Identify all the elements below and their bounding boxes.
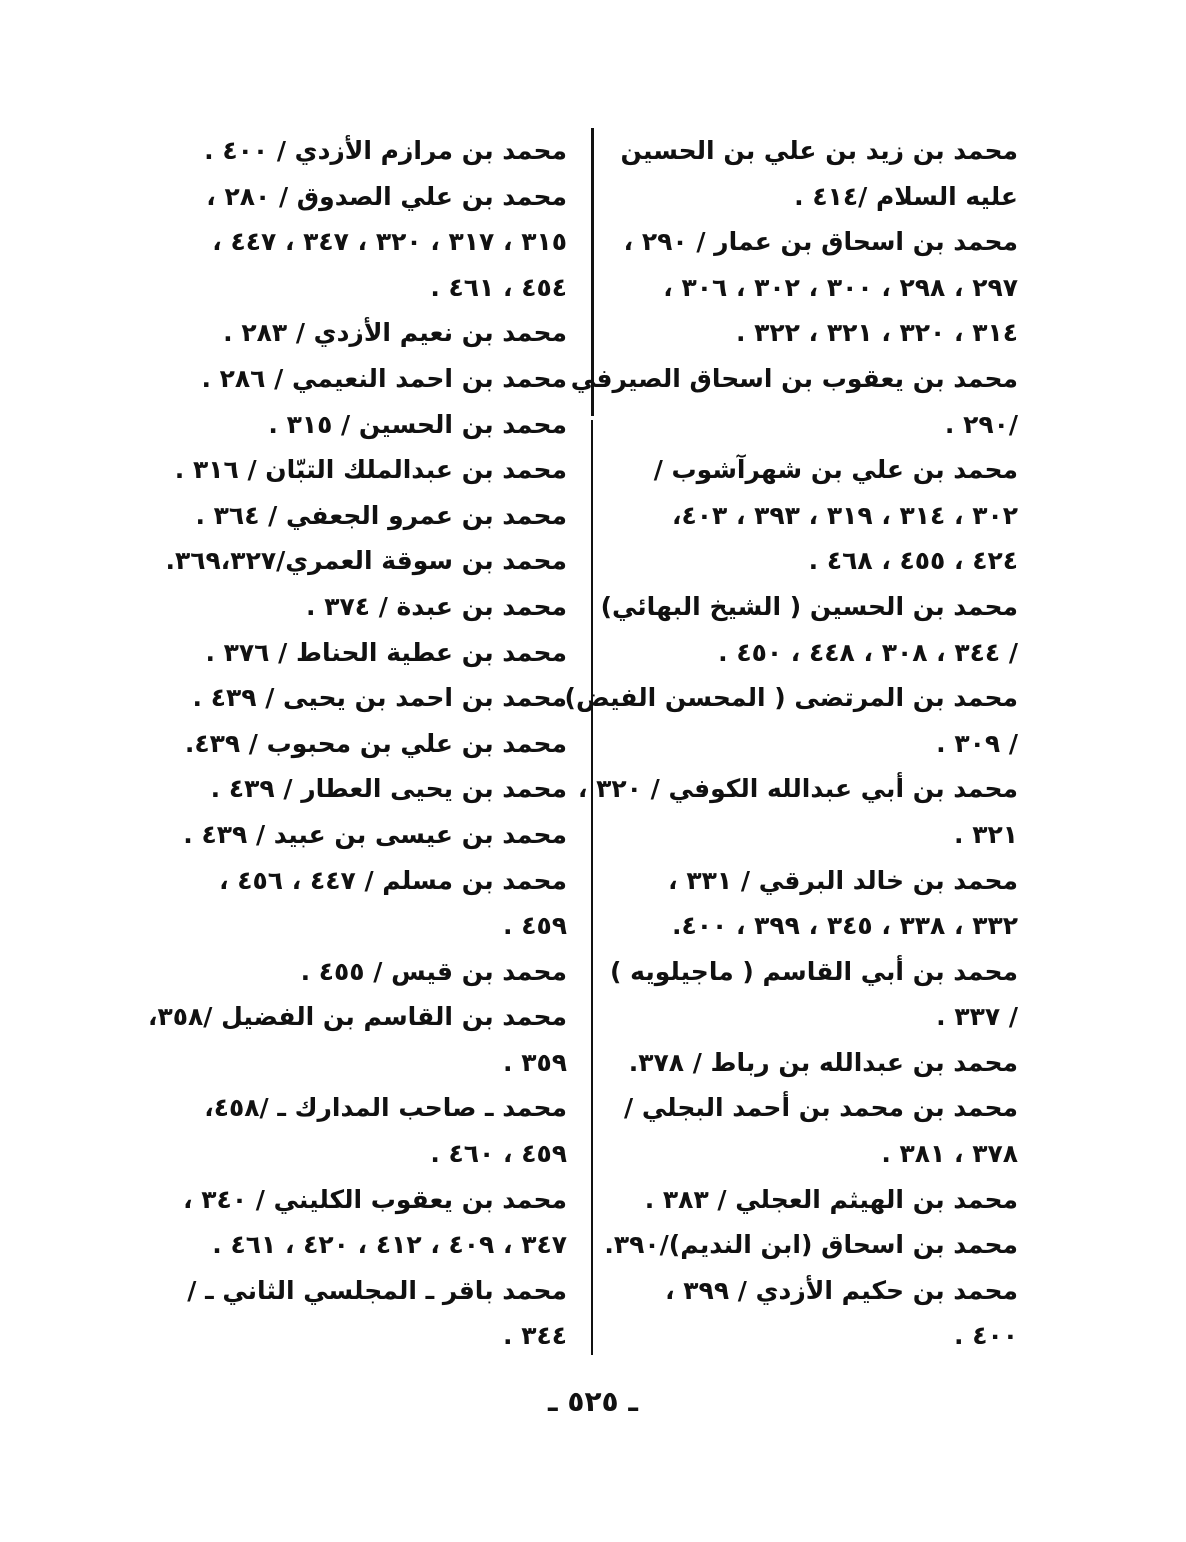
index-line: محمد بن قيس / ٤٥٥ . xyxy=(300,956,567,986)
index-line: ٣٤٤ . xyxy=(503,1321,567,1351)
index-line: محمد بن اسحاق (ابن النديم)/٣٩٠. xyxy=(604,1230,1018,1260)
index-line: محمد بن عطية الحناط / ٣٧٦ . xyxy=(205,637,567,667)
index-line: /٢٩٠ . xyxy=(944,409,1018,439)
index-line: محمد بن الحسين ( الشيخ البهائي) xyxy=(600,591,1018,621)
index-line: محمد بن محمد بن أحمد البجلي / xyxy=(624,1093,1018,1123)
index-line: محمد بن يحيى العطار / ٤٣٩ . xyxy=(210,774,567,804)
index-line: محمد بن يعقوب الكليني / ٣٤٠ ، xyxy=(183,1184,567,1214)
index-line: محمد بن المرتضى ( المحسن الفيض) xyxy=(564,683,1018,713)
index-line: ٤٥٩ ، ٤٦٠ . xyxy=(430,1139,567,1169)
index-column-right xyxy=(564,128,1018,1359)
index-line: ٣٥٩ . xyxy=(503,1047,567,1077)
index-line: محمد بن حكيم الأزدي / ٣٩٩ ، xyxy=(665,1275,1018,1305)
index-line: محمد بن عيسى بن عبيد / ٤٣٩ . xyxy=(183,819,567,849)
index-line: ٣٣٢ ، ٣٣٨ ، ٣٤٥ ، ٣٩٩ ، ٤٠٠. xyxy=(671,911,1018,941)
index-line: ٢٩٧ ، ٢٩٨ ، ٣٠٠ ، ٣٠٢ ، ٣٠٦ ، xyxy=(663,272,1018,302)
index-line: محمد بن يعقوب بن اسحاق الصيرفي xyxy=(570,363,1018,393)
index-line: ٣٠٢ ، ٣١٤ ، ٣١٩ ، ٣٩٣ ، ٤٠٣، xyxy=(671,500,1018,530)
index-line: محمد بن أبي عبدالله الكوفي / ٣٢٠ ، xyxy=(577,774,1018,804)
index-line: محمد بن مسلم / ٤٤٧ ، ٤٥٦ ، xyxy=(219,865,567,895)
index-line: محمد بن علي بن محبوب / ٤٣٩. xyxy=(184,728,567,758)
index-line: ٣١٤ ، ٣٢٠ ، ٣٢١ ، ٣٢٢ . xyxy=(735,318,1018,348)
index-line: محمد بن عبدة / ٣٧٤ . xyxy=(306,591,567,621)
index-line: محمد بن عبدالله بن رباط / ٣٧٨. xyxy=(628,1047,1018,1077)
index-line: / ٣٣٧ . xyxy=(936,1002,1018,1032)
index-line: محمد بن علي الصدوق / ٢٨٠ ، xyxy=(206,181,567,211)
index-line: ٣١٥ ، ٣١٧ ، ٣٢٠ ، ٣٤٧ ، ٤٤٧ ، xyxy=(212,227,567,257)
index-line: محمد بن عبدالملك التبّان / ٣١٦ . xyxy=(174,455,567,485)
index-line: محمد بن أبي القاسم ( ماجيلويه ) xyxy=(610,956,1018,986)
index-line: محمد بن مرازم الأزدي / ٤٠٠ . xyxy=(204,136,567,165)
index-line: ٣٧٨ ، ٣٨١ . xyxy=(881,1139,1018,1169)
index-line: محمد بن الهيثم العجلي / ٣٨٣ . xyxy=(644,1184,1018,1214)
index-line: محمد بن خالد البرقي / ٣٣١ ، xyxy=(668,865,1018,895)
index-column-left xyxy=(147,128,567,1359)
index-line: / ٣٤٤ ، ٣٠٨ ، ٤٤٨ ، ٤٥٠ . xyxy=(718,637,1018,667)
index-line: محمد بن عمرو الجعفي / ٣٦٤ . xyxy=(195,500,567,530)
column-divider xyxy=(591,128,594,416)
index-line: ٤٥٩ . xyxy=(503,911,567,941)
index-line: ٤٢٤ ، ٤٥٥ ، ٤٦٨ . xyxy=(808,546,1018,576)
index-line: محمد بن اسحاق بن عمار / ٢٩٠ ، xyxy=(623,227,1018,257)
index-line: ٣٢١ . xyxy=(954,819,1018,849)
index-line: محمد بن الحسين / ٣١٥ . xyxy=(268,409,567,439)
index-line: ٣٤٧ ، ٤٠٩ ، ٤١٢ ، ٤٢٠ ، ٤٦١ . xyxy=(212,1230,567,1260)
index-line: محمد بن سوقة العمري/٣٦٩،٣٢٧. xyxy=(165,546,567,576)
index-line: عليه السلام /٤١٤ . xyxy=(794,181,1018,211)
column-divider xyxy=(591,420,593,1355)
index-line: ٤٥٤ ، ٤٦١ . xyxy=(430,272,567,302)
index-line: محمد ـ صاحب المدارك ـ /٤٥٨، xyxy=(204,1093,567,1123)
page-number: ـ ٥٢٥ ـ xyxy=(548,1385,638,1418)
index-line: محمد بن احمد النعيمي / ٢٨٦ . xyxy=(201,363,567,393)
index-line: محمد باقر ـ المجلسي الثاني ـ / xyxy=(187,1275,567,1305)
index-line: محمد بن احمد بن يحيى / ٤٣٩ . xyxy=(192,683,567,713)
index-line: ٤٠٠ . xyxy=(954,1321,1018,1351)
index-line: محمد بن نعيم الأزدي / ٢٨٣ . xyxy=(223,318,567,348)
index-line: محمد بن علي بن شهرآشوب / xyxy=(653,455,1018,485)
index-line: محمد بن زيد بن علي بن الحسين xyxy=(620,136,1018,165)
index-line: / ٣٠٩ . xyxy=(936,728,1018,758)
index-line: محمد بن القاسم بن الفضيل /٣٥٨، xyxy=(147,1002,567,1032)
